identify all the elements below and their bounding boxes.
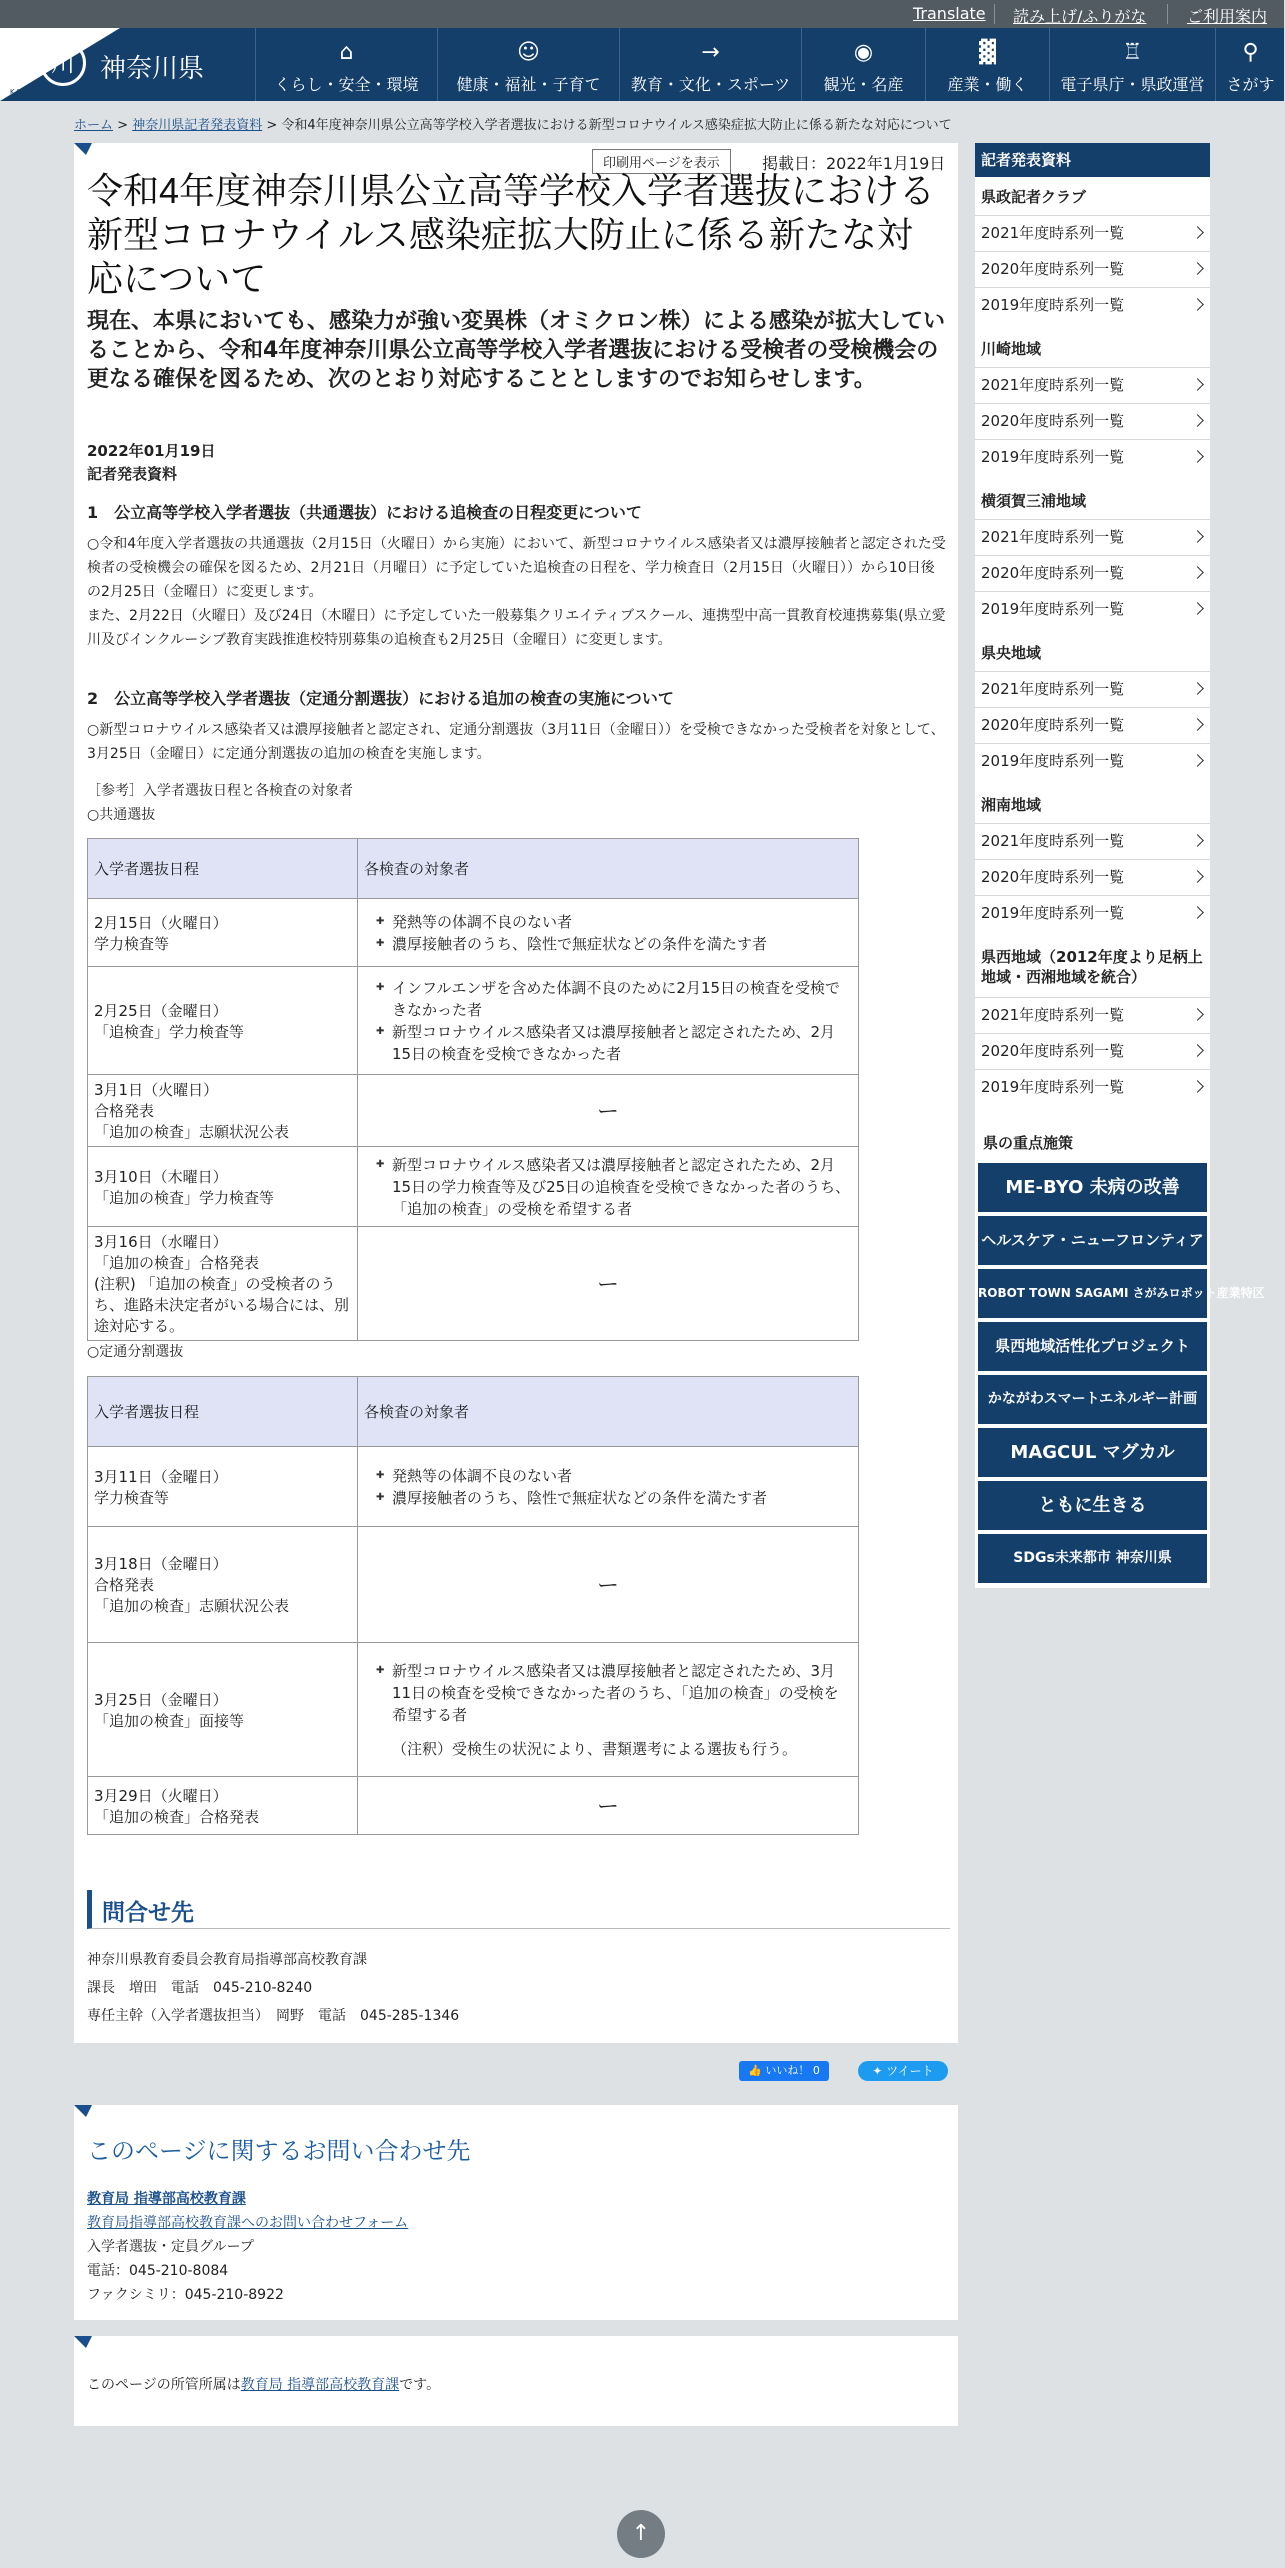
empty-dash-cell: ー (358, 1777, 859, 1835)
section-1-paragraph: ○令和4年度入学者選抜の共通選抜（2月15日（火曜日）から実施）において、新型コロナウイルス感染者又は濃厚接触者と認定された受検者の受検機会の確保を図るため、2月21日（月曜日）に予定していた追検査の日程を、学力検査日（2月15日（火曜日））から10日後の2月25日（金曜日）に変更します。 (87, 536, 946, 600)
owner-line (87, 2374, 440, 2394)
nav-label: 電子県庁・県政運営 (1060, 75, 1205, 94)
nav-government[interactable] (1049, 28, 1215, 101)
contact-line-2: 専任主幹（入学者選抜担当） 岡野 電話 045-285-1346 (87, 2008, 460, 2024)
chevron-right-icon (1191, 1008, 1204, 1021)
schedule-date: 3月18日（金曜日） (94, 1555, 228, 1573)
targets-cell (358, 1643, 859, 1777)
sidebar-link-label: 2020年度時系列一覧 (981, 868, 1125, 886)
inquiry-form-link[interactable]: 教育局指導部高校教育課へのお問い合わせフォーム (87, 2215, 409, 2231)
column-header: 各検査の対象者 (358, 1377, 859, 1447)
targets-cell (358, 899, 859, 967)
logo-subtext: KANAGAWA (10, 88, 59, 96)
sidebar-group-heading: 横須賀三浦地域 (981, 492, 1087, 510)
nav-label: 健康・福祉・子育て (456, 75, 601, 94)
targets-cell (358, 1447, 859, 1527)
schedule-cell (88, 1777, 358, 1835)
contact-line-1: 課長 増田 電話 045-210-8240 (87, 1980, 313, 1996)
schedule-item: 「追加の検査」志願状況公表 (94, 1123, 290, 1141)
sidebar-link[interactable] (975, 215, 1210, 250)
schedule-date: 3月10日（木曜日） (94, 1167, 228, 1186)
sidebar-link-label: 2020年度時系列一覧 (981, 260, 1125, 278)
print-page-button[interactable]: 印刷用ページを表示 (592, 149, 731, 174)
section-1-paragraph-2: また、2月22日（火曜日）及び24日（木曜日）に予定していた一般募集クリエイティブスクール、連携型中高一貫教育校連携募集(県立愛川及びインクルーシブ教育実践推進校特別募集の追検査も2月25日（金曜日）に変更します。 (87, 608, 946, 648)
breadcrumb-sep: > (117, 118, 129, 133)
section-2-heading: 2 公立高等学校入学者選抜（定通分割選抜）における追加の検査の実施について (87, 689, 674, 708)
magcul-banner[interactable]: MAGCUL マグカル (978, 1428, 1207, 1477)
table-row (88, 1777, 859, 1835)
release-date: 2022年01月19日 (87, 442, 216, 460)
sidebar-group-heading: 川崎地域 (981, 340, 1042, 358)
site-header (0, 28, 1284, 101)
breadcrumb-press-releases[interactable]: 神奈川県記者発表資料 (132, 118, 263, 133)
schedule-item: 「追加の検査」面接等 (94, 1711, 245, 1730)
table-row (88, 1447, 859, 1527)
schedule-item: 「追加の検査」志願状況公表 (94, 1597, 290, 1615)
search-icon: ⚲ (1242, 40, 1259, 65)
sidebar-link[interactable] (975, 823, 1210, 858)
chevron-right-icon (1191, 226, 1204, 239)
targets-list (364, 977, 852, 1065)
family-icon: ☺ (517, 40, 540, 65)
sidebar-link[interactable] (975, 287, 1210, 322)
smart-energy-banner[interactable]: かながわスマートエネルギー計画 (978, 1375, 1207, 1424)
schedule-cell (88, 1527, 358, 1643)
sdgs-banner[interactable]: SDGs未来都市 神奈川県 (978, 1534, 1207, 1583)
targets-list (364, 1465, 852, 1509)
owner-dept-link[interactable]: 教育局 指導部高校教育課 (240, 2377, 400, 2393)
schedule-date: 3月1日（火曜日） (94, 1081, 219, 1099)
twitter-bird-icon: ✦ (872, 2064, 883, 2078)
nav-industry[interactable] (925, 28, 1049, 101)
targets-list (364, 1660, 852, 1726)
translate-link[interactable]: Translate (913, 4, 986, 23)
list-item: ✚ 濃厚接触者のうち、陰性で無症状などの条件を満たす者 (392, 1487, 852, 1509)
inquiry-fax: ファクシミリ：045-210-8922 (87, 2287, 284, 2303)
schedule-item: 学力検査等 (94, 1488, 170, 1507)
nav-label: 産業・働く (947, 75, 1028, 94)
table-header-row (88, 839, 859, 899)
sidebar-link-label: 2019年度時系列一覧 (981, 1078, 1125, 1096)
panel-corner-mark (74, 143, 92, 155)
prefecture-emblem-icon: 川 (40, 40, 86, 86)
chevron-right-icon (1191, 602, 1204, 615)
site-logo[interactable] (0, 28, 255, 101)
mebyo-banner[interactable]: ME-BYO 未病の改善 (978, 1163, 1207, 1212)
column-header: 入学者選抜日程 (88, 839, 358, 899)
like-label: いいね！ 0 (765, 2064, 820, 2077)
sidebar-link[interactable] (975, 895, 1210, 930)
release-type: 記者発表資料 (87, 465, 178, 483)
page-title: 令和4年度神奈川県公立高等学校入学者選抜における新型コロナウイルス感染症拡大防止に係る新たな対応について (87, 170, 936, 299)
sidebar-link-label: 2021年度時系列一覧 (981, 376, 1125, 394)
list-item: ✚ 発熱等の体調不良のない者 (392, 1465, 852, 1487)
list-item: ✚ 新型コロナウイルス感染者又は濃厚接触者と認定されたため、2月15日の学力検査等及び25日の追検査を受検できなかった者のうち、「追加の検査」の受検を希望する者 (392, 1154, 852, 1220)
chevron-right-icon (1191, 834, 1204, 847)
table-row (88, 967, 859, 1075)
targets-cell (358, 1147, 859, 1227)
sidebar-link-label: 2020年度時系列一覧 (981, 564, 1125, 582)
owner-panel (74, 2336, 958, 2426)
sidebar-link-label: 2020年度時系列一覧 (981, 716, 1125, 734)
sidebar-link-label: 2021年度時系列一覧 (981, 1006, 1125, 1024)
chevron-right-icon (1191, 906, 1204, 919)
tomoni-ikiru-banner[interactable]: ともに生きる (978, 1481, 1207, 1530)
chevron-right-icon (1191, 718, 1204, 731)
list-item: ✚ 新型コロナウイルス感染者又は濃厚接触者と認定されたため、2月15日の検査を受検できなかった者 (392, 1021, 852, 1065)
breadcrumb (74, 114, 952, 133)
government-building-icon: ♖ (1122, 40, 1143, 65)
nav-search[interactable] (1215, 28, 1285, 101)
schedule-cell (88, 1447, 358, 1527)
section-2-paragraph: ○新型コロナウイルス感染者又は濃厚接触者と認定され、定通分割選抜（3月11日（金曜日））を受検できなかった受検者を対象として、3月25日（金曜日）に定通分割選抜の追加の検査を実施します。 (87, 722, 945, 762)
sidebar-box (975, 177, 1210, 1177)
empty-dash-cell: ー (358, 1227, 859, 1341)
key-policies-title: 県の重点施策 (983, 1134, 1074, 1152)
list-item: ✚ 発熱等の体調不良のない者 (392, 911, 852, 933)
schedule-note: (注釈) 「追加の検査」の受検者のうち、進路未決定者がいる場合には、別途対応する。 (94, 1275, 350, 1335)
schedule-cell (88, 899, 358, 967)
robot-town-banner[interactable]: ROBOT TOWN SAGAMI さがみロボット産業特区 (978, 1269, 1207, 1318)
schedule-date: 2月25日（金曜日） (94, 1001, 228, 1020)
schedule-item: 合格発表 (94, 1102, 155, 1120)
sidebar-link[interactable] (975, 403, 1210, 438)
sidebar-link-label: 2019年度時系列一覧 (981, 904, 1125, 922)
inquiry-dept-link[interactable]: 教育局 指導部高校教育課 (87, 2191, 246, 2207)
sidebar-link[interactable] (975, 859, 1210, 894)
sidebar-link-label: 2021年度時系列一覧 (981, 832, 1125, 850)
back-to-top-button[interactable] (617, 2510, 665, 2558)
sidebar-link-label: 2021年度時系列一覧 (981, 224, 1125, 242)
owner-prefix: このページの所管所属は (87, 2377, 241, 2393)
targets-list (364, 1154, 852, 1220)
chevron-right-icon (1191, 530, 1204, 543)
breadcrumb-home[interactable]: ホーム (74, 118, 114, 133)
owner-suffix: です。 (399, 2377, 441, 2393)
runner-icon: → (701, 40, 720, 65)
sidebar-group-heading: 県西地域（2012年度より足柄上地域・西湘地域を統合） (981, 948, 1203, 986)
nav-living[interactable] (255, 28, 437, 101)
nav-health[interactable] (437, 28, 619, 101)
schedule-item: 「追加の検査」合格発表 (94, 1807, 260, 1826)
table-row (88, 1147, 859, 1227)
contact-org: 神奈川県教育委員会教育局指導部高校教育課 (87, 1952, 367, 1968)
schedule-cell (88, 1643, 358, 1777)
table-row (88, 1527, 859, 1643)
nav-label: 教育・文化・スポーツ (630, 75, 791, 94)
contact-heading-text: 問合せ先 (102, 1900, 194, 1926)
factory-icon: ▓ (979, 40, 996, 65)
chevron-right-icon (1191, 414, 1204, 427)
usage-guide-link[interactable]: ご利用案内 (1187, 7, 1268, 26)
sidebar-link-label: 2020年度時系列一覧 (981, 412, 1125, 430)
divider (1167, 4, 1168, 24)
list-item: ✚ インフルエンザを含めた体調不良のために2月15日の検査を受検できなかった者 (392, 977, 852, 1021)
nav-education[interactable] (619, 28, 801, 101)
schedule-item: 「追検査」学力検査等 (94, 1022, 245, 1041)
breadcrumb-sep: > (266, 118, 278, 133)
schedule-item: 「追加の検査」合格発表 (94, 1254, 260, 1272)
sidebar-link[interactable] (975, 1033, 1210, 1068)
sidebar-group-heading: 県央地域 (981, 644, 1042, 662)
inquiry-title: このページに関するお問い合わせ先 (87, 2137, 471, 2165)
breadcrumb-current: 令和4年度神奈川県公立高等学校入学者選抜における新型コロナウイルス感染症拡大防止に係る新たな対応について (281, 118, 952, 133)
section-1-heading: 1 公立高等学校入学者選抜（共通選抜）における追検査の日程変更について (87, 503, 642, 522)
schedule-cell (88, 1227, 358, 1341)
empty-dash-cell: ー (358, 1075, 859, 1147)
healthcare-frontier-banner[interactable]: ヘルスケア・ニューフロンティア (978, 1216, 1207, 1265)
home-icon: ⌂ (339, 40, 354, 65)
facebook-like-button[interactable] (739, 2061, 829, 2081)
sidebar-group-heading: 県政記者クラブ (981, 188, 1087, 206)
list-item: ✚ 濃厚接触者のうち、陰性で無症状などの条件を満たす者 (392, 933, 852, 955)
sidebar-link[interactable] (975, 707, 1210, 742)
schedule-item: 「追加の検査」学力検査等 (94, 1188, 275, 1207)
schedule-date: 2月15日（火曜日） (94, 913, 228, 932)
sidebar-link[interactable] (975, 367, 1210, 402)
targets-note: （注釈）受検生の状況により、書類選考による選抜も行う。 (392, 1740, 798, 1758)
schedule-date: 3月25日（金曜日） (94, 1690, 228, 1709)
schedule-cell (88, 967, 358, 1075)
sidebar-link-label: 2021年度時系列一覧 (981, 680, 1125, 698)
furigana-link[interactable]: 読み上げ/ふりがな (1013, 7, 1147, 26)
chevron-right-icon (1191, 262, 1204, 275)
table-row (88, 1075, 859, 1147)
chevron-right-icon (1191, 566, 1204, 579)
logo-text: 神奈川県 (100, 54, 205, 84)
chevron-right-icon (1191, 378, 1204, 391)
common-selection-label: ○共通選抜 (87, 807, 156, 823)
contact-heading (87, 1890, 950, 1929)
published-date: 掲載日：2022年1月19日 (762, 154, 946, 173)
sidebar-link[interactable] (975, 519, 1210, 554)
chevron-right-icon (1191, 1080, 1204, 1093)
sidebar-link[interactable] (975, 997, 1210, 1032)
table-row (88, 1643, 859, 1777)
table-row (88, 899, 859, 967)
key-policies-panel (975, 1123, 1265, 1588)
sidebar-link-label: 2020年度時系列一覧 (981, 1042, 1125, 1060)
teitsu-selection-label: ○定通分割選抜 (87, 1344, 184, 1360)
sidebar-title-text: 記者発表資料 (981, 151, 1072, 169)
chevron-right-icon (1191, 1044, 1204, 1057)
schedule-item: 学力検査等 (94, 934, 170, 953)
nav-tourism[interactable] (801, 28, 925, 101)
table-row (88, 1227, 859, 1341)
sidebar-link-label: 2019年度時系列一覧 (981, 752, 1125, 770)
common-selection-table (87, 838, 859, 1341)
lead-text: 現在、本県においても、感染力が強い変異株（オミクロン株）による感染が拡大していることから、令和4年度神奈川県公立高等学校入学者選抜における受検者の受検機会の更なる確保を図るため、次のとおり対応することとしますのでお知らせします。 (87, 309, 946, 392)
schedule-date: 3月11日（金曜日） (94, 1467, 228, 1486)
nav-label: くらし・安全・環境 (274, 75, 419, 94)
targets-cell (358, 967, 859, 1075)
arrow-up-icon: ↑ (631, 2521, 651, 2546)
tweet-button[interactable] (858, 2061, 948, 2081)
column-header: 入学者選抜日程 (88, 1377, 358, 1447)
column-header: 各検査の対象者 (358, 839, 859, 899)
teitsu-selection-table (87, 1376, 859, 1835)
inquiry-panel (74, 2105, 958, 2320)
schedule-date: 3月16日（水曜日） (94, 1233, 228, 1251)
chevron-right-icon (1191, 682, 1204, 695)
sidebar-link[interactable] (975, 555, 1210, 590)
article-panel (74, 143, 958, 2043)
camera-icon: ◉ (853, 40, 874, 65)
sidebar-title (975, 143, 1210, 177)
kensei-revitalization-banner[interactable]: 県西地域活性化プロジェクト (978, 1322, 1207, 1371)
chevron-right-icon (1191, 450, 1204, 463)
nav-label: 観光・名産 (823, 75, 904, 94)
reference-label: ［参考］入学者選抜日程と各検査の対象者 (87, 783, 353, 799)
sidebar-link-label: 2021年度時系列一覧 (981, 528, 1125, 546)
chevron-right-icon (1191, 754, 1204, 767)
sidebar-link[interactable] (975, 671, 1210, 706)
inquiry-group: 入学者選抜・定員グループ (87, 2239, 254, 2255)
article-meta (87, 440, 216, 486)
empty-dash-cell: ー (358, 1527, 859, 1643)
chevron-right-icon (1191, 870, 1204, 883)
targets-list (364, 911, 852, 955)
inquiry-phone: 電話：045-210-8084 (87, 2263, 229, 2279)
sidebar-link[interactable] (975, 743, 1210, 778)
tweet-label: ツイート (886, 2064, 934, 2078)
list-item: ✚ 新型コロナウイルス感染者又は濃厚接触者と認定されたため、3月11日の検査を受検できなかった者のうち、「追加の検査」の受検を希望する者 (392, 1660, 852, 1726)
schedule-cell (88, 1147, 358, 1227)
panel-corner-mark (74, 2105, 92, 2117)
schedule-date: 3月29日（火曜日） (94, 1786, 228, 1805)
sidebar-link[interactable] (975, 591, 1210, 626)
sidebar-link-label: 2019年度時系列一覧 (981, 600, 1125, 618)
sidebar-group-heading: 湘南地域 (981, 796, 1042, 814)
panel-corner-mark (74, 2336, 92, 2348)
sidebar-link[interactable] (975, 439, 1210, 474)
sidebar-link-label: 2019年度時系列一覧 (981, 296, 1125, 314)
thumbs-up-icon: 👍 (748, 2064, 762, 2077)
sidebar-link[interactable] (975, 1069, 1210, 1104)
table-header-row (88, 1377, 859, 1447)
schedule-cell (88, 1075, 358, 1147)
utility-bar (0, 0, 1284, 28)
sidebar-link[interactable] (975, 251, 1210, 286)
divider (994, 4, 995, 24)
nav-label: さがす (1226, 75, 1275, 94)
chevron-right-icon (1191, 298, 1204, 311)
schedule-item: 合格発表 (94, 1576, 155, 1594)
sidebar-link-label: 2019年度時系列一覧 (981, 448, 1125, 466)
